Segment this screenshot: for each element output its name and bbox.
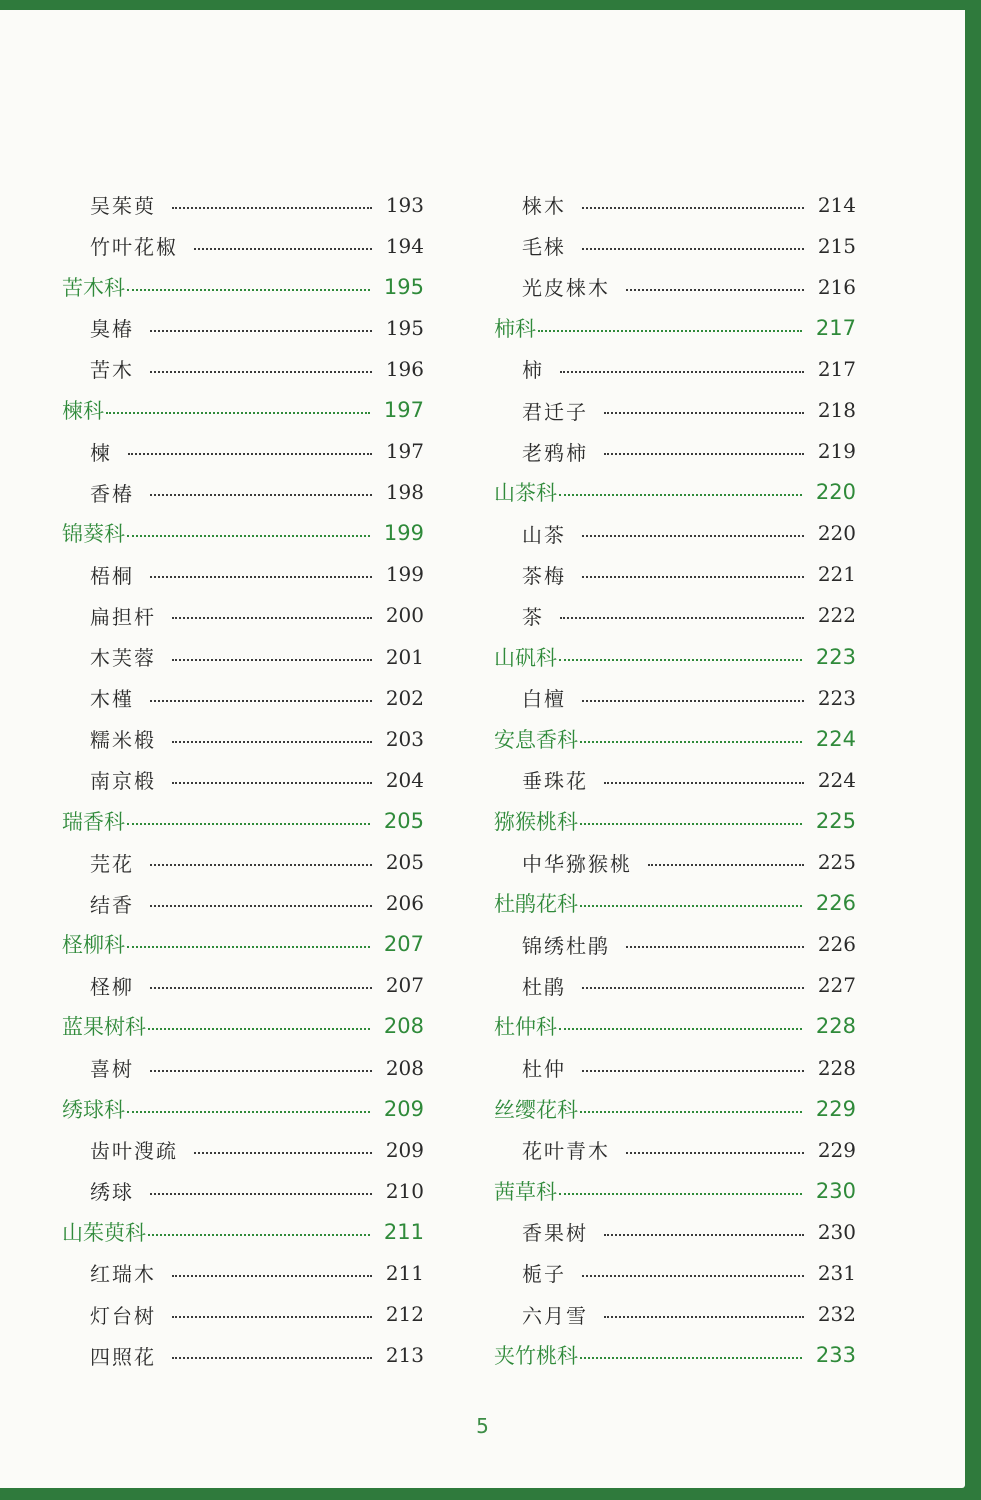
toc-entry-title: 茶梅 [522,563,566,588]
toc-species-entry[interactable] [62,965,424,1006]
toc-entry-page: 217 [815,315,856,340]
toc-entry-title: 毛梾 [522,235,566,260]
dot-leader [150,330,372,332]
toc-column-left [62,184,424,1376]
toc-species-entry[interactable] [62,842,424,883]
toc-entry-page: 201 [385,644,424,669]
toc-entry-page: 228 [817,1055,856,1080]
toc-entry-page: 193 [385,192,424,217]
dot-leader [604,782,804,784]
toc-entry-page: 206 [385,891,424,916]
toc-entry-page: 208 [385,1055,424,1080]
toc-entry-page: 220 [817,521,856,546]
dot-leader [582,987,804,989]
dot-leader [150,987,372,989]
dot-leader [148,1028,370,1030]
dot-leader [559,1193,802,1195]
toc-family-entry[interactable] [62,800,424,841]
toc-species-entry[interactable] [62,759,424,800]
toc-entry-title: 茜草科 [494,1179,557,1204]
toc-entry-title: 栀子 [522,1262,566,1287]
toc-entry-page: 211 [383,1219,424,1244]
toc-entry-page: 231 [817,1260,856,1285]
toc-entry-page: 199 [383,521,424,546]
toc-species-entry[interactable] [62,1170,424,1211]
toc-entry-page: 210 [385,1178,424,1203]
toc-entry-title: 柽柳 [90,974,134,999]
dot-leader [582,207,804,209]
dot-leader [626,946,804,948]
toc-entry-title: 夹竹桃科 [494,1344,578,1369]
toc-family-entry[interactable] [494,472,856,513]
toc-entry-title: 结香 [90,892,134,917]
toc-entry-page: 212 [385,1302,424,1327]
toc-entry-page: 215 [817,233,856,258]
toc-species-entry[interactable] [62,595,424,636]
dot-leader [172,617,372,619]
dot-leader [150,700,372,702]
dot-leader [582,1070,804,1072]
toc-entry-page: 223 [815,644,856,669]
toc-entry-page: 199 [385,562,424,587]
toc-species-entry[interactable] [62,307,424,348]
toc-entry-page: 230 [815,1178,856,1203]
toc-species-entry[interactable] [494,677,856,718]
dot-leader [604,412,804,414]
toc-entry-title: 香果树 [522,1221,588,1246]
toc-species-entry[interactable] [494,1211,856,1252]
toc-entry-title: 梾木 [522,194,566,219]
toc-entry-title: 杜仲 [522,1057,566,1082]
toc-entry-title: 木槿 [90,687,134,712]
toc-entry-title: 山茶 [522,522,566,547]
dot-leader [150,494,372,496]
toc-entry-title: 君迁子 [522,399,588,424]
dot-leader [582,248,804,250]
dot-leader [580,1111,802,1113]
toc-species-entry[interactable] [62,184,424,225]
toc-entry-page: 196 [385,356,424,381]
dot-leader [150,371,372,373]
toc-entry-title: 锦绣杜鹃 [522,933,610,958]
toc-species-entry[interactable] [62,718,424,759]
toc-entry-page: 225 [815,808,856,833]
toc-family-entry[interactable] [494,883,856,924]
toc-family-entry[interactable] [62,1088,424,1129]
dot-leader [128,453,372,455]
dot-leader [582,1275,804,1277]
toc-entry-title: 杜鹃花科 [494,892,578,917]
toc-species-entry[interactable] [62,1129,424,1170]
dot-leader [127,289,370,291]
toc-entry-page: 225 [817,850,856,875]
page-number: 5 [476,1414,489,1438]
page-sheet [0,10,965,1488]
toc-entry-page: 200 [385,603,424,628]
toc-entry-page: 197 [383,398,424,423]
toc-family-entry[interactable] [62,266,424,307]
toc-entry-title: 老鸦柿 [522,440,588,465]
toc-entry-title: 白檀 [522,687,566,712]
toc-entry-title: 安息香科 [494,727,578,752]
toc-entry-page: 223 [817,685,856,710]
toc-entry-title: 六月雪 [522,1303,588,1328]
dot-leader [194,1152,372,1154]
toc-species-entry[interactable] [62,431,424,472]
dot-leader [194,248,372,250]
toc-species-entry[interactable] [494,348,856,389]
toc-entry-title: 柿科 [494,316,536,341]
toc-entry-title: 糯米椴 [90,728,156,753]
toc-entry-title: 扁担杆 [90,604,156,629]
dot-leader [150,905,372,907]
toc-entry-page: 232 [817,1302,856,1327]
toc-entry-title: 柽柳科 [62,933,125,958]
dot-leader [150,1193,372,1195]
toc-species-entry[interactable] [62,1294,424,1335]
toc-entry-page: 207 [383,932,424,957]
dot-leader [127,823,370,825]
toc-entry-title: 柿 [522,358,544,383]
toc-entry-page: 195 [383,274,424,299]
toc-entry-page: 209 [383,1096,424,1121]
dot-leader [559,659,802,661]
toc-entry-page: 224 [815,726,856,751]
dot-leader [172,1357,372,1359]
toc-entry-page: 205 [383,808,424,833]
toc-entry-title: 光皮梾木 [522,276,610,301]
toc-entry-title: 山茶科 [494,481,557,506]
toc-species-entry[interactable] [62,1252,424,1293]
toc-species-entry[interactable] [494,924,856,965]
dot-leader [580,823,802,825]
dot-leader [560,617,804,619]
dot-leader [559,1028,802,1030]
toc-family-entry[interactable] [494,1088,856,1129]
toc-entry-page: 226 [817,932,856,957]
dot-leader [604,1234,804,1236]
toc-species-entry[interactable] [62,225,424,266]
toc-entry-page: 208 [383,1014,424,1039]
toc-entry-title: 南京椴 [90,769,156,794]
toc-entry-page: 211 [385,1260,424,1285]
toc-entry-title: 锦葵科 [62,522,125,547]
toc-entry-page: 228 [815,1014,856,1039]
toc-family-entry[interactable] [62,1211,424,1252]
toc-entry-page: 205 [385,850,424,875]
dot-leader [172,1316,372,1318]
dot-leader [172,207,372,209]
dot-leader [172,741,372,743]
toc-species-entry[interactable] [62,636,424,677]
toc-species-entry[interactable] [494,759,856,800]
toc-species-entry[interactable] [494,1294,856,1335]
toc-entry-title: 芫花 [90,851,134,876]
toc-entry-title: 楝科 [62,399,104,424]
dot-leader [559,494,802,496]
toc-entry-title: 猕猴桃科 [494,809,578,834]
dot-leader [582,700,804,702]
toc-species-entry[interactable] [62,1047,424,1088]
toc-species-entry[interactable] [494,389,856,430]
toc-entry-page: 217 [817,356,856,381]
toc-species-entry[interactable] [62,1335,424,1376]
toc-species-entry[interactable] [494,842,856,883]
toc-species-entry[interactable] [494,1129,856,1170]
dot-leader [127,946,370,948]
toc-species-entry[interactable] [494,1252,856,1293]
dot-leader [172,659,372,661]
toc-species-entry[interactable] [494,513,856,554]
toc-entry-title: 杜仲科 [494,1015,557,1040]
dot-leader [648,864,804,866]
toc-species-entry[interactable] [494,431,856,472]
toc-entry-page: 220 [815,480,856,505]
dot-leader [580,741,802,743]
dot-leader [582,576,804,578]
toc-entry-title: 苦木 [90,358,134,383]
toc-species-entry[interactable] [62,472,424,513]
dot-leader [604,453,804,455]
dot-leader [150,576,372,578]
toc-entry-title: 吴茱萸 [90,194,156,219]
dot-leader [626,1152,804,1154]
toc-species-entry[interactable] [494,554,856,595]
toc-entry-page: 230 [817,1219,856,1244]
toc-entry-page: 221 [817,562,856,587]
toc-entry-title: 红瑞木 [90,1262,156,1287]
toc-family-entry[interactable] [494,1335,856,1376]
toc-entry-title: 苦木科 [62,275,125,300]
toc-species-entry[interactable] [62,348,424,389]
toc-entry-page: 233 [815,1343,856,1368]
toc-entry-page: 198 [385,480,424,505]
toc-entry-page: 213 [385,1343,424,1368]
toc-entry-title: 瑞香科 [62,809,125,834]
dot-leader [106,412,370,414]
dot-leader [604,1316,804,1318]
toc-entry-page: 226 [815,891,856,916]
toc-species-entry[interactable] [494,1047,856,1088]
toc-family-entry[interactable] [494,1006,856,1047]
toc-family-entry[interactable] [62,389,424,430]
toc-entry-title: 臭椿 [90,317,134,342]
toc-species-entry[interactable] [494,595,856,636]
dot-leader [538,330,802,332]
toc-species-entry[interactable] [62,554,424,595]
toc-family-entry[interactable] [494,636,856,677]
toc-column-right [494,184,856,1376]
toc-family-entry[interactable] [494,307,856,348]
dot-leader [127,535,370,537]
toc-entry-title: 齿叶溲疏 [90,1139,178,1164]
dot-leader [582,535,804,537]
toc-entry-title: 喜树 [90,1057,134,1082]
toc-family-entry[interactable] [494,718,856,759]
toc-entry-title: 木芙蓉 [90,646,156,671]
dot-leader [150,1070,372,1072]
toc-entry-page: 214 [817,192,856,217]
dot-leader [172,1275,372,1277]
toc-entry-title: 蓝果树科 [62,1015,146,1040]
toc-entry-title: 杜鹃 [522,974,566,999]
toc-species-entry[interactable] [494,184,856,225]
dot-leader [150,864,372,866]
dot-leader [172,782,372,784]
toc-species-entry[interactable] [62,677,424,718]
toc-entry-title: 灯台树 [90,1303,156,1328]
toc-entry-title: 绣球科 [62,1097,125,1122]
dot-leader [560,371,804,373]
toc-entry-title: 香椿 [90,481,134,506]
toc-entry-title: 中华猕猴桃 [522,851,632,876]
toc-entry-title: 山矾科 [494,645,557,670]
toc-family-entry[interactable] [494,1170,856,1211]
toc-entry-title: 茶 [522,604,544,629]
toc-entry-title: 丝缨花科 [494,1097,578,1122]
toc-species-entry[interactable] [494,266,856,307]
dot-leader [148,1234,370,1236]
toc-entry-title: 垂珠花 [522,769,588,794]
toc-entry-page: 216 [817,274,856,299]
toc-entry-page: 224 [817,767,856,792]
toc-entry-page: 227 [817,973,856,998]
toc-entry-title: 山茱萸科 [62,1220,146,1245]
toc-entry-page: 209 [385,1137,424,1162]
toc-entry-page: 197 [385,439,424,464]
toc-entry-page: 219 [817,439,856,464]
toc-entry-title: 四照花 [90,1344,156,1369]
toc-entry-page: 195 [385,315,424,340]
toc-entry-page: 194 [385,233,424,258]
toc-species-entry[interactable] [494,965,856,1006]
toc-entry-page: 218 [817,398,856,423]
toc-entry-page: 229 [815,1096,856,1121]
toc-species-entry[interactable] [62,883,424,924]
toc-entry-page: 203 [385,726,424,751]
toc-entry-title: 竹叶花椒 [90,235,178,260]
dot-leader [580,905,802,907]
toc-entry-page: 202 [385,685,424,710]
toc-entry-title: 花叶青木 [522,1139,610,1164]
toc-entry-title: 梧桐 [90,563,134,588]
toc-family-entry[interactable] [62,513,424,554]
toc-family-entry[interactable] [494,800,856,841]
toc-entry-page: 207 [385,973,424,998]
toc-species-entry[interactable] [494,225,856,266]
toc-entry-title: 楝 [90,440,112,465]
toc-entry-page: 222 [817,603,856,628]
dot-leader [127,1111,370,1113]
toc-family-entry[interactable] [62,924,424,965]
toc-entry-title: 绣球 [90,1180,134,1205]
dot-leader [626,289,804,291]
toc-entry-page: 204 [385,767,424,792]
toc-entry-page: 229 [817,1137,856,1162]
toc-family-entry[interactable] [62,1006,424,1047]
dot-leader [580,1357,802,1359]
